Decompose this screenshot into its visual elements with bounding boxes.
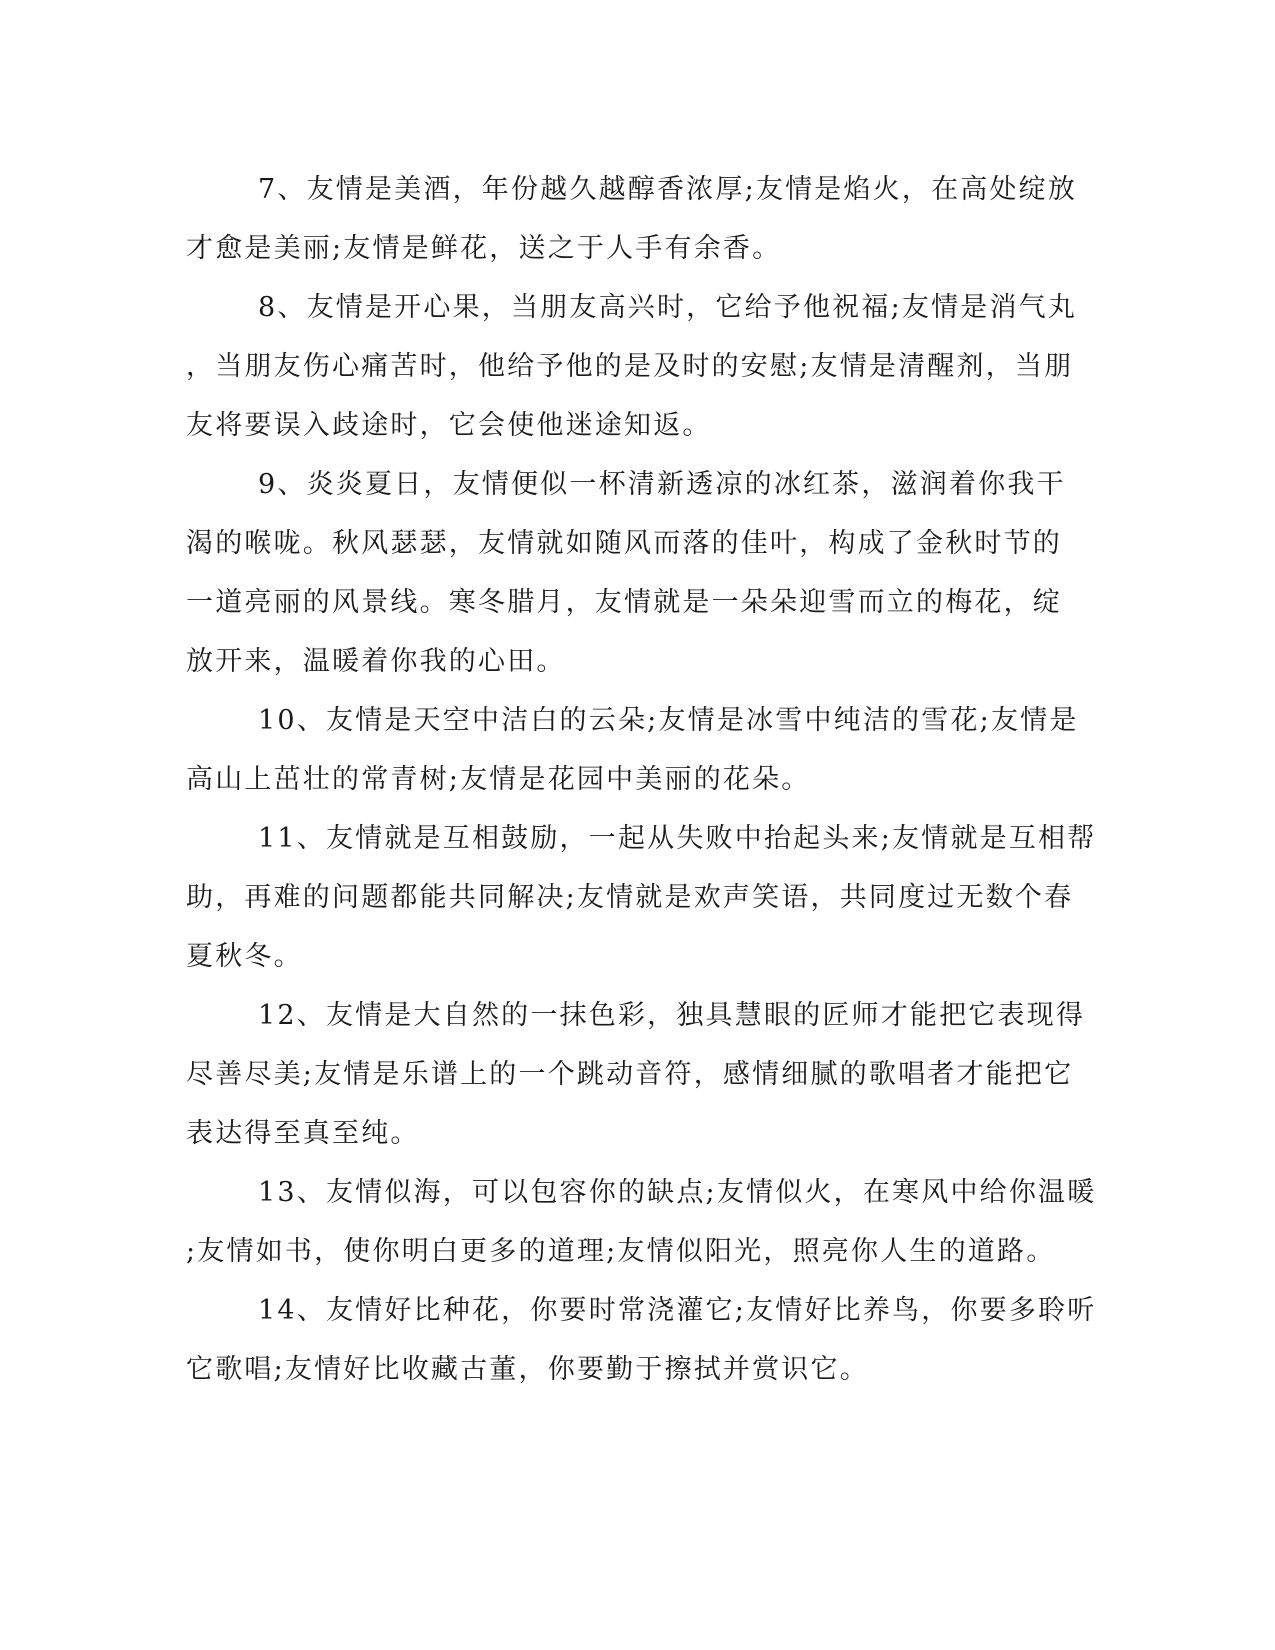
paragraph-14	[186, 1281, 1097, 1399]
paragraph-line: 放开来，温暖着你我的心田。	[186, 646, 566, 677]
paragraph-line: 12、友情是大自然的一抹色彩，独具慧眼的匠师才能把它表现得	[258, 1000, 1086, 1031]
paragraph-line: 14、友情好比种花，你要时常浇灌它;友情好比养鸟，你要多聆听	[258, 1295, 1097, 1326]
paragraph-13	[186, 1163, 1097, 1281]
paragraph-line: 10、友情是天空中洁白的云朵;友情是冰雪中纯洁的雪花;友情是	[258, 705, 1079, 736]
paragraph-line: 高山上茁壮的常青树;友情是花园中美丽的花朵。	[186, 764, 811, 795]
paragraph-line: ，当朋友伤心痛苦时，他给予他的是及时的安慰;友情是清醒剂，当朋	[186, 351, 1074, 382]
paragraph-11	[186, 809, 1097, 986]
paragraph-line: ;友情如书，使你明白更多的道理;友情似阳光，照亮你人生的道路。	[186, 1236, 1056, 1267]
paragraph-line: 助，再难的问题都能共同解决;友情就是欢声笑语，共同度过无数个春	[186, 882, 1074, 913]
paragraph-line: 13、友情似海，可以包容你的缺点;友情似火，在寒风中给你温暖	[258, 1177, 1097, 1208]
paragraph-line: 尽善尽美;友情是乐谱上的一个跳动音符，感情细腻的歌唱者才能把它	[186, 1059, 1074, 1090]
paragraph-line: 友将要误入歧途时，它会使他迷途知返。	[186, 410, 712, 441]
paragraph-line: 8、友情是开心果，当朋友高兴时，它给予他祝福;友情是消气丸	[258, 292, 1078, 323]
paragraph-line: 9、炎炎夏日，友情便似一杯清新透凉的冰红茶，滋润着你我干	[258, 469, 1066, 500]
paragraph-line: 一道亮丽的风景线。寒冬腊月，友情就是一朵朵迎雪而立的梅花，绽	[186, 587, 1062, 618]
paragraph-line: 表达得至真至纯。	[186, 1118, 420, 1149]
paragraph-line: 渴的喉咙。秋风瑟瑟，友情就如随风而落的佳叶，构成了金秋时节的	[186, 528, 1062, 559]
paragraph-10	[186, 691, 1079, 809]
paragraph-8	[186, 278, 1078, 455]
paragraph-line: 7、友情是美酒，年份越久越醇香浓厚;友情是焰火，在高处绽放	[258, 174, 1078, 205]
paragraph-line: 才愈是美丽;友情是鲜花，送之于人手有余香。	[186, 233, 782, 264]
paragraph-9	[186, 455, 1066, 691]
paragraph-line: 夏秋冬。	[186, 941, 303, 972]
paragraph-line: 它歌唱;友情好比收藏古董，你要勤于擦拭并赏识它。	[186, 1354, 869, 1385]
paragraph-12	[186, 986, 1086, 1163]
paragraph-7	[186, 160, 1078, 278]
paragraph-line: 11、友情就是互相鼓励，一起从失败中抬起头来;友情就是互相帮	[258, 823, 1097, 854]
document-body	[186, 160, 1097, 1399]
